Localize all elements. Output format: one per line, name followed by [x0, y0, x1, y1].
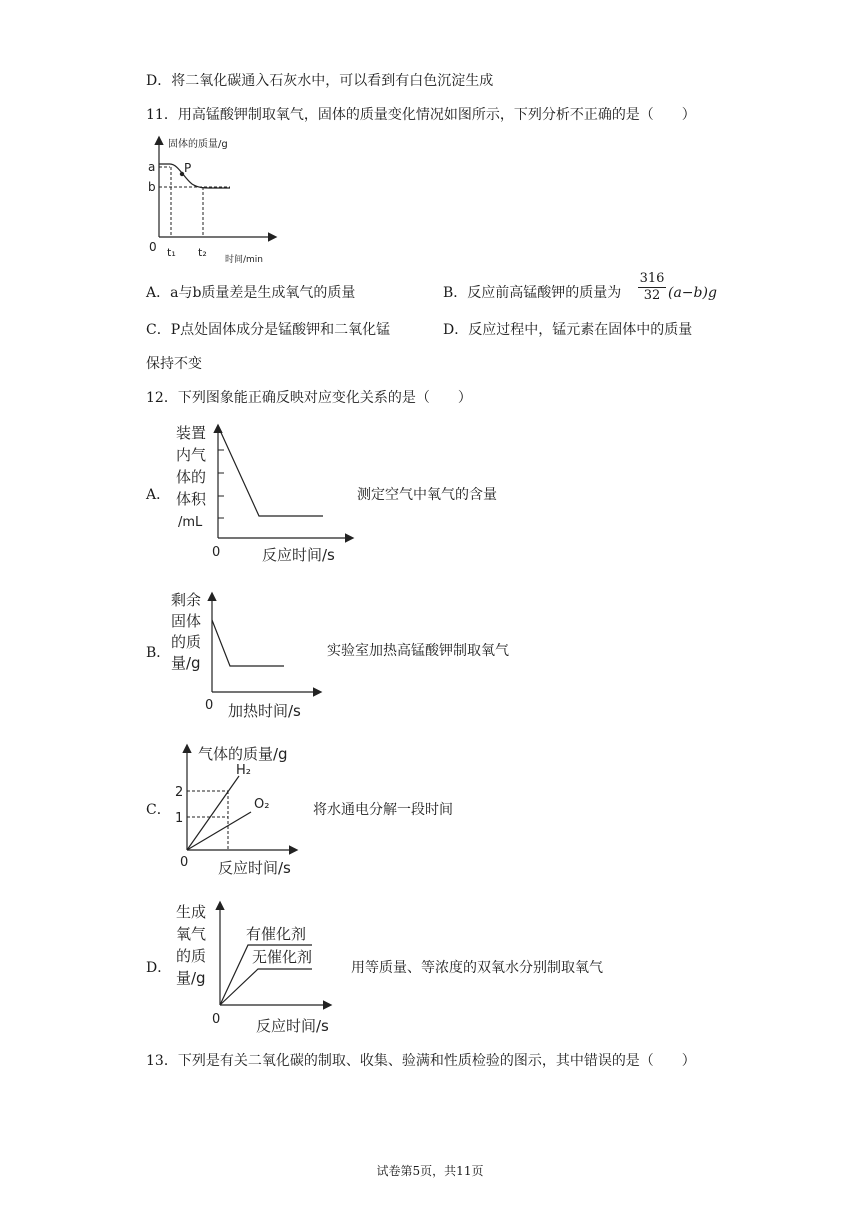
q12-a-desc: 测定空气中氧气的含量	[357, 487, 497, 503]
q12-d-ylabel-1: 生成	[176, 903, 207, 921]
q12-b-figure	[168, 588, 328, 723]
q12-b-ylabel-1: 剩余	[171, 591, 202, 609]
q12-d-cat-label: 有催化剂	[246, 925, 307, 943]
q11-fraction-numerator: 316	[639, 271, 665, 286]
q11-origin: 0	[149, 240, 157, 254]
q12-a-letter: A．	[146, 487, 171, 503]
q12-b-xlabel: 加热时间/s	[228, 702, 301, 720]
q11-fraction-denominator: 32	[643, 288, 661, 303]
q10-option-d: D．将二氧化碳通入石灰水中，可以看到有白色沉淀生成	[146, 73, 494, 89]
q11-label-b: b	[148, 180, 156, 194]
q12-a-xlabel: 反应时间/s	[262, 546, 335, 564]
q12-c-tick-1: 1	[175, 811, 184, 826]
q12-d-ylabel-3: 的质	[176, 947, 207, 965]
q12-c-o2-label: O₂	[254, 797, 270, 812]
q12-c-figure	[168, 740, 303, 880]
q12-b-line	[212, 620, 284, 666]
q12-b-ylabel-2: 固体	[171, 612, 202, 630]
q12-a-figure	[170, 420, 360, 570]
q11-option-b-suffix: (a−b)g	[668, 285, 717, 301]
q12-a-ylabel-2: 内气	[176, 446, 207, 464]
q12-a-line	[218, 426, 323, 516]
q12-d-ylabel-2: 氧气	[176, 925, 207, 943]
q12-c-desc: 将水通电分解一段时间	[313, 802, 453, 818]
q12-c-letter: C．	[146, 802, 171, 818]
q12-c-origin: 0	[180, 855, 189, 870]
q12-c-ylabel: 气体的质量/g	[198, 745, 288, 763]
q12-c-h2-label: H₂	[236, 763, 251, 778]
q12-stem: 12．下列图象能正确反映对应变化关系的是（ ）	[146, 390, 472, 406]
q12-b-letter: B．	[146, 645, 171, 661]
q12-a-ylabel-5: /mL	[178, 515, 203, 530]
q12-d-xlabel: 反应时间/s	[256, 1017, 329, 1035]
q11-stem: 11．用高锰酸钾制取氧气，固体的质量变化情况如图所示，下列分析不正确的是（ ）	[146, 107, 696, 123]
q12-a-ylabel-1: 装置	[176, 424, 207, 442]
q12-b-ylabel-3: 的质	[171, 633, 202, 651]
q11-label-t2: t₂	[198, 246, 207, 259]
q11-figure	[140, 132, 290, 267]
q12-a-ylabel-3: 体的	[176, 468, 207, 486]
page-footer: 试卷第5页，共11页	[376, 1164, 484, 1178]
q11-xlabel: 时间/min	[225, 255, 264, 265]
q11-fraction	[638, 271, 666, 304]
q11-label-p: P	[184, 161, 192, 175]
q12-d-ylabel-4: 量/g	[176, 969, 206, 987]
q12-d-figure	[170, 897, 340, 1037]
q11-option-a: A．a与b质量差是生成氧气的质量	[146, 285, 356, 301]
q13-stem: 13．下列是有关二氧化碳的制取、收集、验满和性质检验的图示，其中错误的是（ ）	[146, 1053, 696, 1069]
q12-d-origin: 0	[212, 1012, 221, 1027]
q12-c-xlabel: 反应时间/s	[218, 859, 291, 877]
q11-label-t1: t₁	[167, 246, 176, 259]
q11-option-c: C．P点处固体成分是锰酸钾和二氧化锰	[146, 322, 391, 338]
q12-a-origin: 0	[212, 545, 221, 560]
q11-curve	[159, 164, 230, 188]
q12-b-desc: 实验室加热高锰酸钾制取氧气	[327, 643, 509, 659]
q12-b-ylabel-4: 量/g	[171, 654, 201, 672]
q12-c-tick-2: 2	[175, 785, 184, 800]
q11-option-d-line1: D．反应过程中，锰元素在固体中的质量	[443, 322, 693, 338]
q11-option-d-line2: 保持不变	[146, 356, 202, 372]
q12-c-h2-line	[187, 776, 239, 850]
q11-ylabel: 固体的质量/g	[168, 139, 228, 150]
q12-c-o2-line	[187, 812, 251, 850]
q12-d-nocat-label: 无催化剂	[252, 948, 313, 966]
q12-b-origin: 0	[205, 698, 214, 713]
q12-a-ylabel-4: 体积	[176, 490, 207, 508]
q12-d-letter: D．	[146, 960, 172, 976]
q11-option-b-prefix: B．反应前高锰酸钾的质量为	[443, 285, 622, 301]
q12-d-desc: 用等质量、等浓度的双氧水分别制取氧气	[351, 960, 603, 976]
q11-label-a: a	[148, 160, 156, 174]
